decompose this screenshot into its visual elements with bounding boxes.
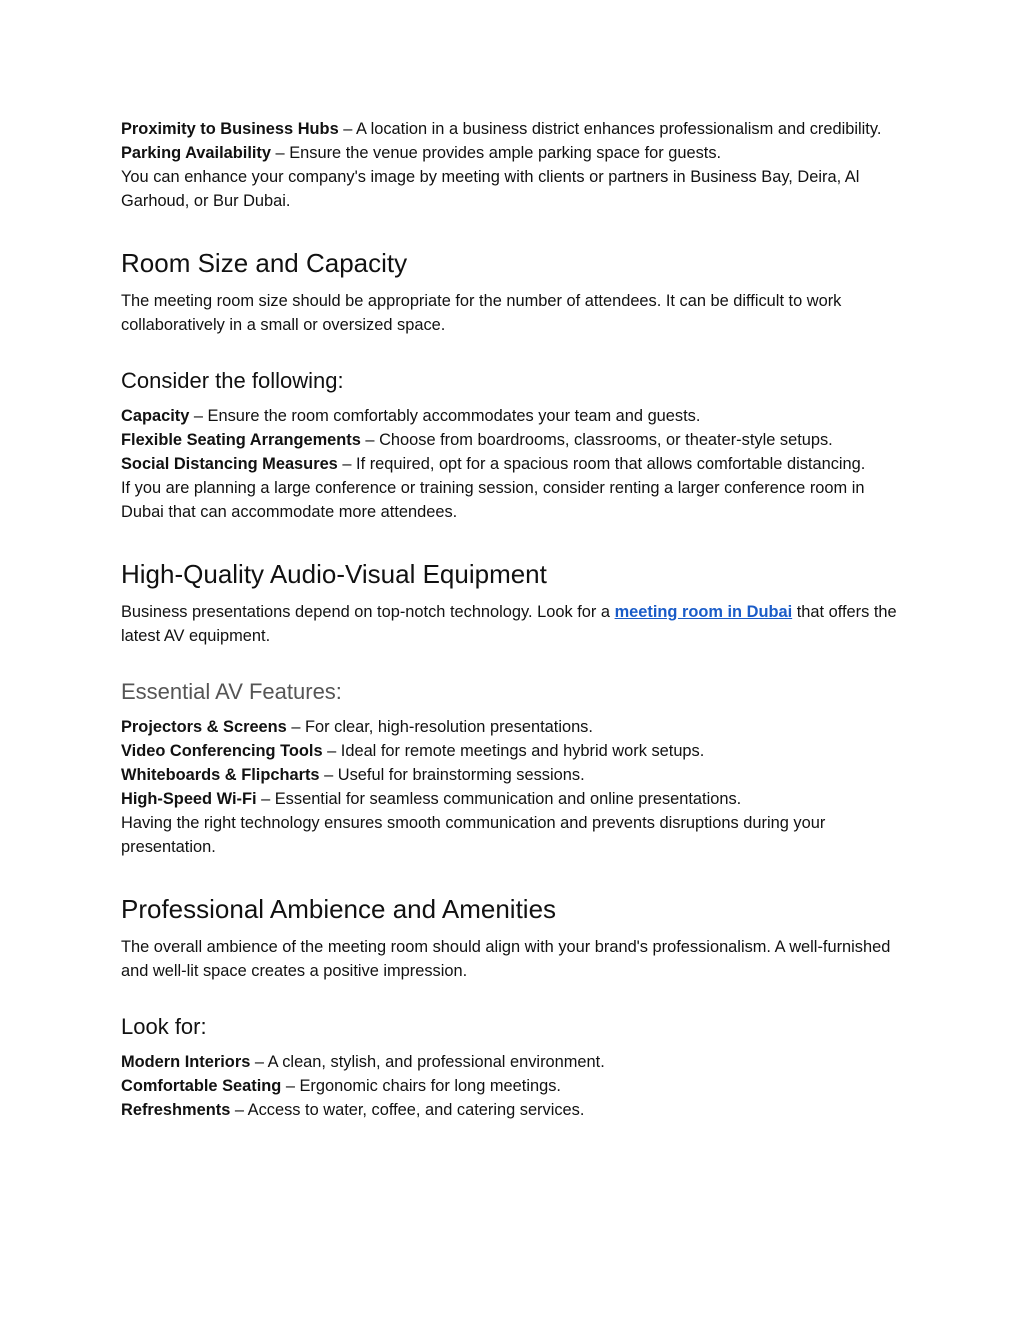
- item-text: – Ideal for remote meetings and hybrid work setups.: [322, 742, 705, 760]
- item-parking: [121, 141, 911, 165]
- item-text: – If required, opt for a spacious room that allows comfortable distancing.: [337, 455, 866, 473]
- item-text: – Ensure the venue provides ample parking space for guests.: [271, 144, 722, 162]
- item-social-distancing: [121, 452, 911, 476]
- intro-note: You can enhance your company's image by meeting with clients or partners in Business Bay, Deira, Al Garhoud, or Bur Dubai.: [121, 168, 860, 210]
- item-text: – Essential for seamless communication and online presentations.: [256, 790, 742, 808]
- item-term: Refreshments: [121, 1101, 231, 1119]
- heading-ambience: Professional Ambience and Amenities: [121, 894, 557, 924]
- subheading-consider: Consider the following:: [121, 368, 344, 393]
- ambience-body: The overall ambience of the meeting room should align with your brand's professionalism. A well-furnished and well-lit space creates a positive impression.: [121, 938, 891, 980]
- room-size-note: If you are planning a large conference or training session, consider renting a larger conference room in Dubai that can accommodate more attendees.: [121, 479, 865, 521]
- item-text: – Access to water, coffee, and catering services.: [230, 1101, 585, 1119]
- subheading-look-for: Look for:: [121, 1014, 207, 1039]
- item-term: Flexible Seating Arrangements: [121, 431, 361, 449]
- item-term: Projectors & Screens: [121, 718, 287, 736]
- item-modern-interiors: [121, 1050, 911, 1074]
- item-whiteboards: [121, 763, 911, 787]
- av-body: [121, 600, 911, 648]
- item-text: – A clean, stylish, and professional environment.: [250, 1053, 605, 1071]
- heading-av: High-Quality Audio-Visual Equipment: [121, 559, 547, 589]
- item-term: Video Conferencing Tools: [121, 742, 323, 760]
- item-text: – Ergonomic chairs for long meetings.: [281, 1077, 561, 1095]
- room-size-body: The meeting room size should be appropriate for the number of attendees. It can be difficult to work collaboratively in a small or oversized space.: [121, 292, 842, 334]
- heading-room-size: Room Size and Capacity: [121, 248, 408, 278]
- av-note: Having the right technology ensures smooth communication and prevents disruptions during your presentation.: [121, 814, 826, 856]
- item-term: Proximity to Business Hubs: [121, 120, 339, 138]
- item-capacity: [121, 404, 911, 428]
- item-term: High-Speed Wi-Fi: [121, 790, 257, 808]
- item-text: – Choose from boardrooms, classrooms, or theater-style setups.: [360, 431, 833, 449]
- item-text: – Ensure the room comfortably accommodates your team and guests.: [189, 407, 701, 425]
- item-term: Capacity: [121, 407, 190, 425]
- item-term: Modern Interiors: [121, 1053, 251, 1071]
- item-text: – Useful for brainstorming sessions.: [319, 766, 585, 784]
- av-body-after: that offers the latest AV equipment.: [121, 603, 897, 645]
- item-term: Comfortable Seating: [121, 1077, 282, 1095]
- item-term: Parking Availability: [121, 144, 271, 162]
- item-term: Social Distancing Measures: [121, 455, 338, 473]
- item-text: – A location in a business district enhances professionalism and credibility.: [338, 120, 882, 138]
- item-text: – For clear, high-resolution presentations.: [286, 718, 593, 736]
- item-flexible-seating: [121, 428, 911, 452]
- item-proximity: [121, 117, 911, 141]
- av-body-before: Business presentations depend on top-notch technology. Look for a: [121, 603, 615, 621]
- item-video-conferencing: [121, 739, 911, 763]
- item-refreshments: [121, 1098, 911, 1122]
- item-projectors: [121, 715, 911, 739]
- subheading-av-features: Essential AV Features:: [121, 679, 342, 704]
- document-content: [121, 117, 911, 1122]
- item-term: Whiteboards & Flipcharts: [121, 766, 320, 784]
- item-comfortable-seating: [121, 1074, 911, 1098]
- item-wifi: [121, 787, 911, 811]
- meeting-room-link[interactable]: meeting room in Dubai: [614, 603, 793, 621]
